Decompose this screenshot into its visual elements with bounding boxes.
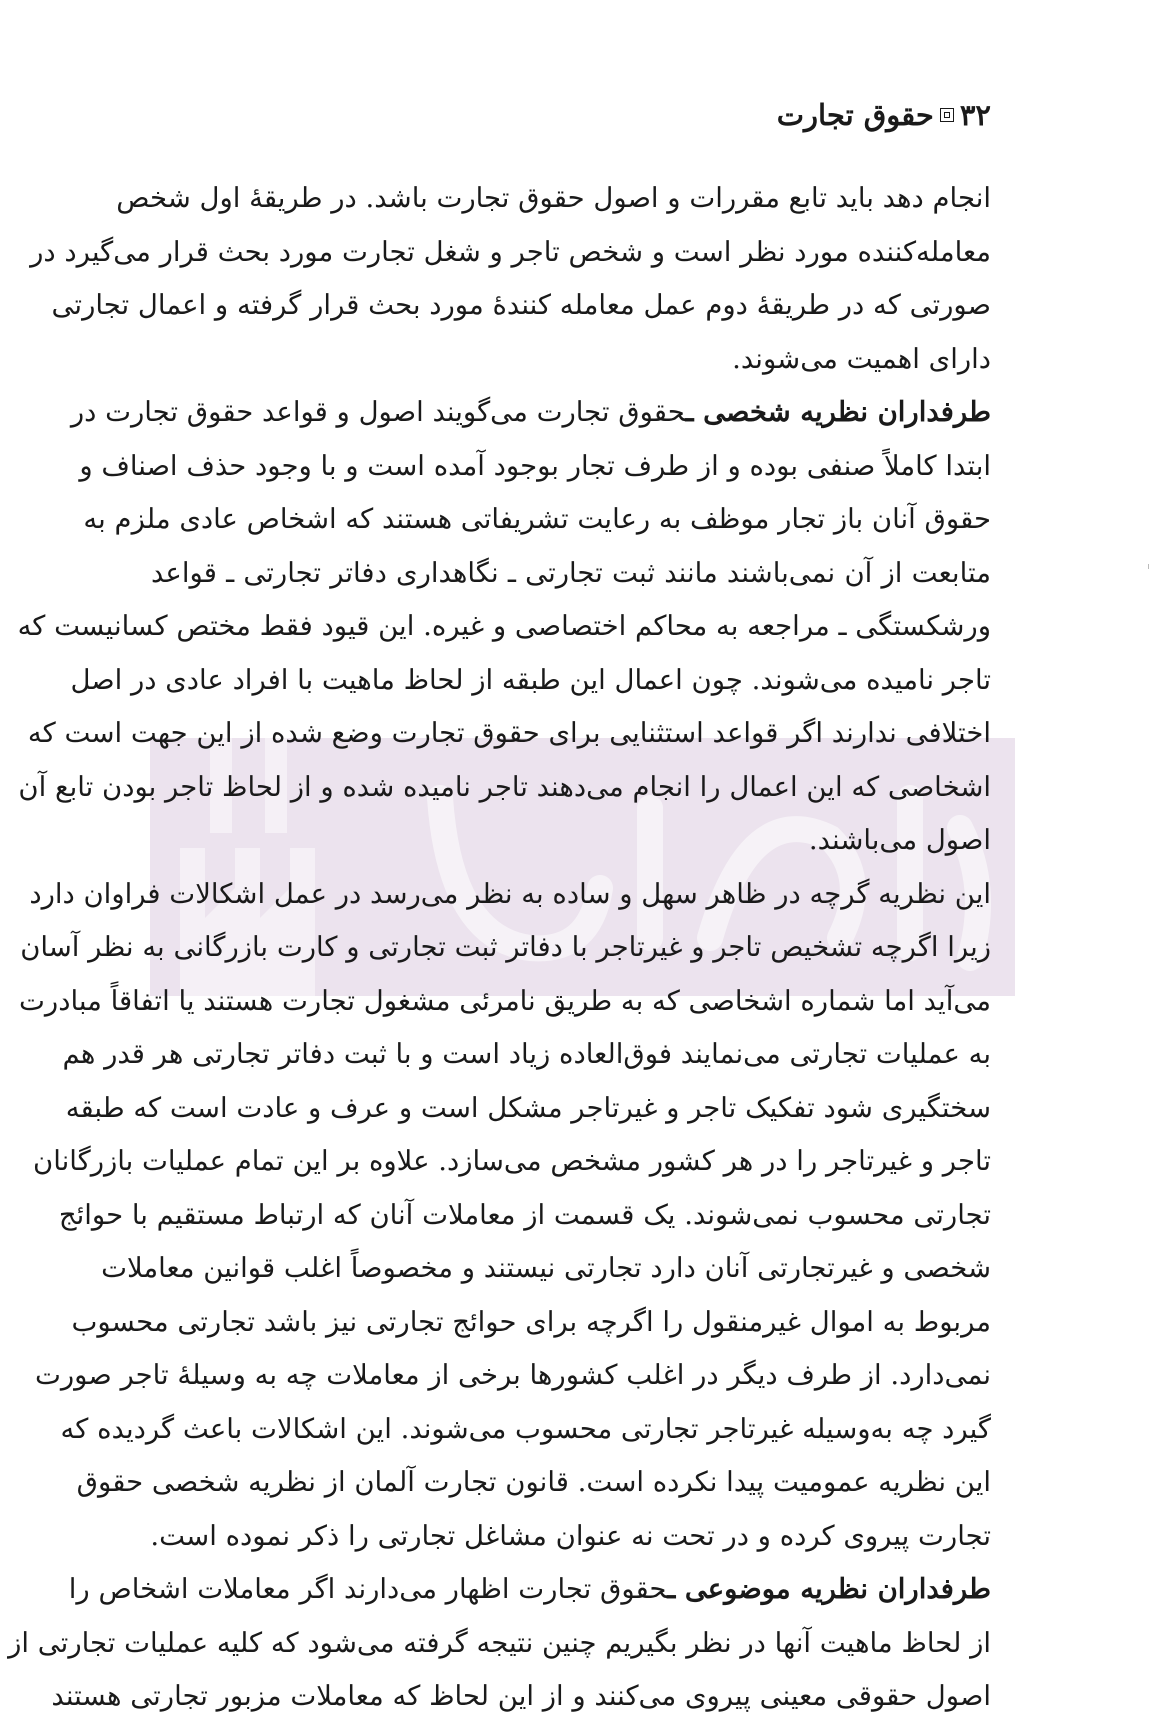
text-line: تاجر نامیده می‌شوند. چون اعمال این طبقه از لحاظ ماهیت با افراد عادی در اصل: [70, 663, 991, 696]
text-line: [70, 386, 991, 440]
text-line: مربوط به اموال غیرمنقول را اگرچه برای حوائج تجارتی نیز باشد تجارتی محسوب: [71, 1305, 991, 1338]
text-line: صورتی که در طریقهٔ دوم عمل معامله کنندهٔ مورد بحث قرار گرفته و اعمال تجارتی: [51, 289, 991, 321]
text-line: به عملیات تجارتی می‌نمایند فوق‌العاده زیاد است و با ثبت دفاتر تجارتی هر قدر هم: [62, 1038, 991, 1070]
text-line: اصول حقوقی معینی پیروی می‌کنند و از این لحاظ که معاملات مزبور تجارتی هستند: [51, 1680, 991, 1712]
page-number: ۳۲: [959, 98, 991, 132]
text-line: گیرد چه به‌وسیله غیرتاجر تجارتی محسوب می‌شوند. این اشکالات باعث گردیده که: [60, 1412, 991, 1445]
paragraph-heading: طرفداران نظریه موضوعی ـ: [667, 1573, 991, 1605]
text-line: معامله‌کننده مورد نظر است و شخص تاجر و شغل تجارت مورد بحث قرار می‌گیرد در: [30, 235, 991, 268]
text-line: اختلافی ندارند اگر قواعد استثنایی برای حقوق تجارت وضع شده از این جهت است که: [27, 717, 991, 749]
text-line: انجام دهد باید تابع مقررات و اصول حقوق تجارت باشد. در طریقهٔ اول شخص: [116, 182, 991, 214]
text-line: نمی‌دارد. از طرف دیگر در اغلب کشورها برخی از معاملات چه به وسیلهٔ تاجر صورت: [34, 1359, 991, 1391]
text-line: از لحاظ ماهیت آنها در نظر بگیریم چنین نتیجه گرفته می‌شود که کلیه عملیات تجارتی از: [8, 1626, 991, 1659]
text-line: ابتدا کاملاً صنفی بوده و از طرف تجار بوجود آمده است و با وجود حذف اصناف و: [79, 449, 991, 482]
text-run: حقوق تجارت می‌گویند اصول و قواعد حقوق تجارت در: [70, 396, 686, 428]
book-title: حقوق تجارت: [776, 98, 934, 132]
text-line: ورشکستگی ـ مراجعه به محاکم اختصاصی و غیره. این قیود فقط مختص کسانیست که: [17, 610, 991, 642]
body-text: [8, 172, 991, 1724]
text-line: تجارت پیروی کرده و در تحت نه عنوان مشاغل تجارتی را ذکر نموده است.: [150, 1519, 991, 1552]
text-line: تاجر و غیرتاجر را در هر کشور مشخص می‌سازد. علاوه بر این تمام عملیات بازرگانان: [33, 1145, 991, 1177]
text-line: این نظریه گرچه در ظاهر سهل و ساده به نظر می‌رسد در عمل اشکالات فراوان دارد: [29, 877, 991, 910]
text-line: زیرا اگرچه تشخیص تاجر و غیرتاجر با دفاتر ثبت تجارتی و کارت بازرگانی به نظر آسان: [20, 931, 991, 963]
text-line: می‌آید اما شماره اشخاصی که به طریق نامرئی مشغول تجارت هستند یا اتفاقاً مبادرت: [19, 984, 991, 1017]
text-line: حقوق آنان باز تجار موظف به رعایت تشریفاتی هستند که اشخاص عادی ملزم به: [83, 503, 991, 535]
text-line: اشخاصی که این اعمال را انجام می‌دهند تاجر نامیده شده و از لحاظ تاجر بودن تابع آن: [18, 770, 991, 803]
square-ornament-icon: [940, 108, 954, 122]
page-header: [777, 98, 991, 132]
text-line: متابعت از آن نمی‌باشند مانند ثبت تجارتی ـ نگاهداری دفاتر تجارتی ـ قواعد: [151, 556, 991, 589]
paragraph-heading: طرفداران نظریه شخصی ـ: [685, 396, 991, 428]
text-line: تجارتی محسوب نمی‌شوند. یک قسمت از معاملات آنان که ارتباط مستقیم با حوائج: [58, 1198, 991, 1231]
margin-mark: [1148, 564, 1149, 569]
text-line: شخصی و غیرتجارتی آنان دارد تجارتی نیستند و مخصوصاً اغلب قوانین معاملات: [101, 1252, 991, 1284]
text-run: حقوق تجارت اظهار می‌دارند اگر معاملات اشخاص را: [68, 1573, 668, 1605]
text-line: این نظریه عمومیت پیدا نکرده است. قانون تجارت آلمان از نظریه شخصی حقوق: [76, 1466, 991, 1498]
text-line: اصول می‌باشند.: [808, 824, 991, 856]
text-line: دارای اهمیت می‌شوند.: [732, 342, 991, 375]
text-line: [68, 1563, 991, 1617]
text-line: سختگیری شود تفکیک تاجر و غیرتاجر مشکل است و عرف و عادت است که طبقه: [65, 1091, 991, 1124]
